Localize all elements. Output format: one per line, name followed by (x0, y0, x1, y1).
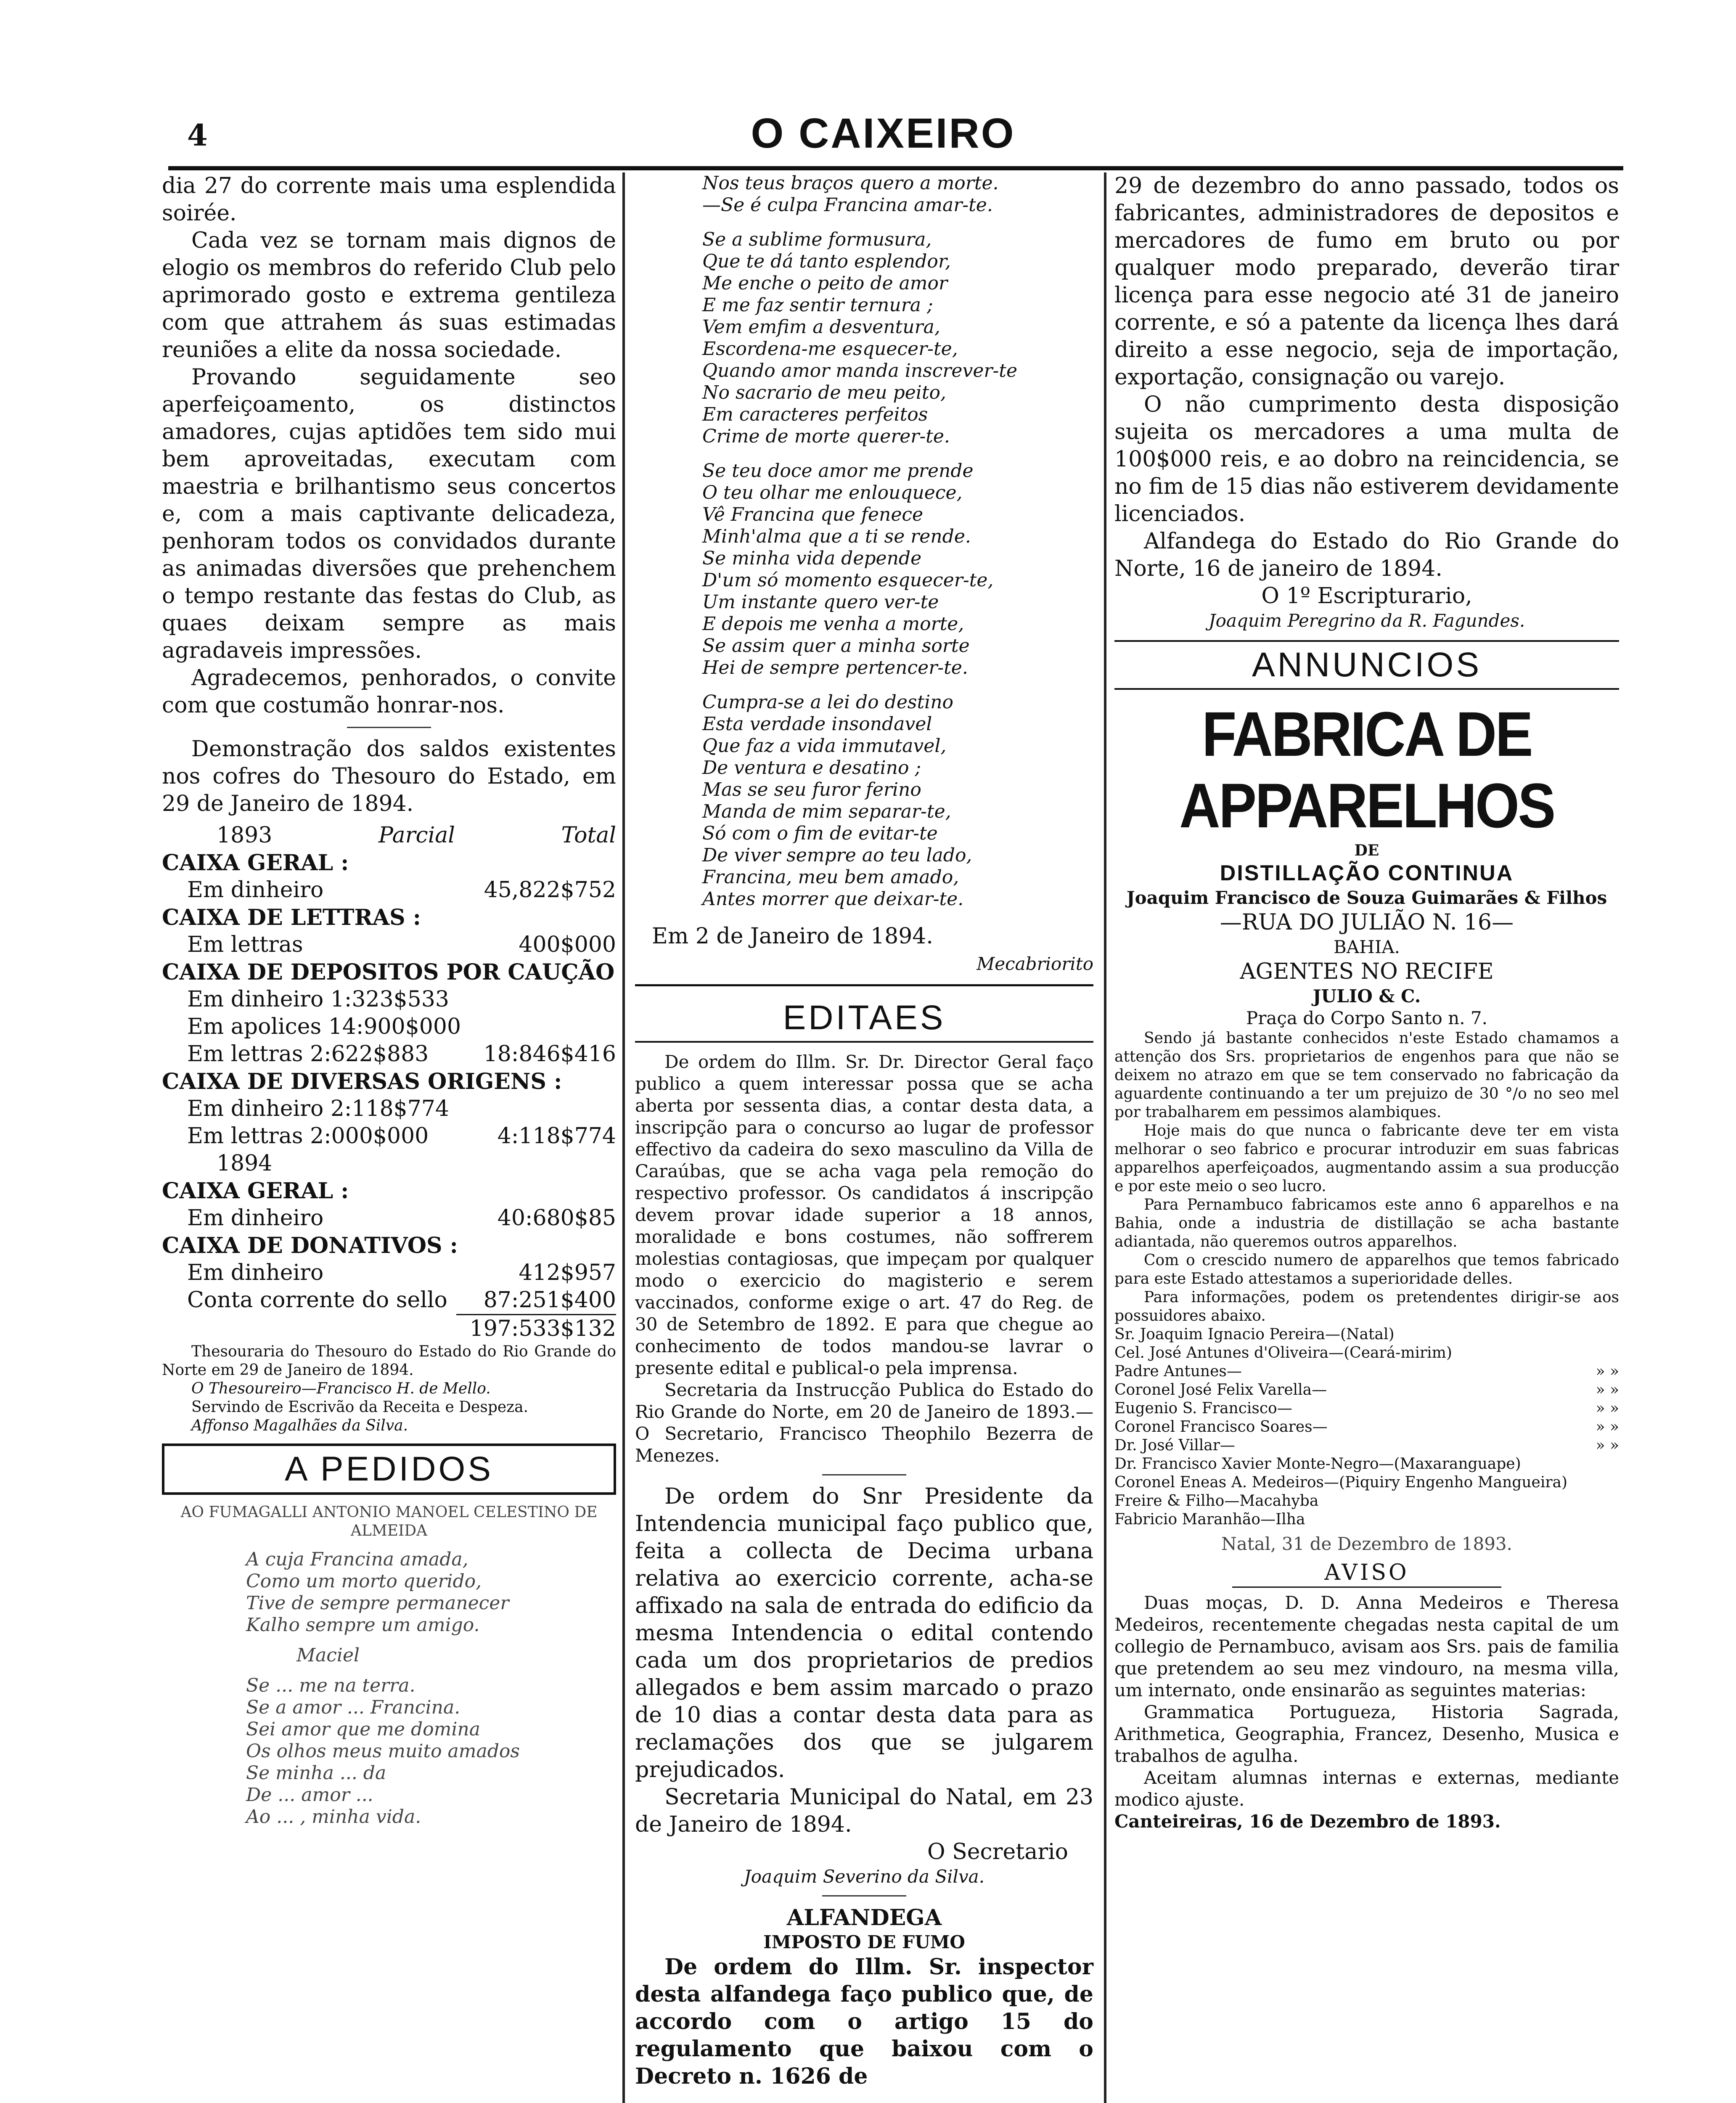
edital-2-name: Joaquim Severino da Silva. (744, 1866, 985, 1887)
column-divider-2 (1104, 172, 1106, 2103)
club-text-4: Agradecemos, penhorados, o convite com que costumão honrar-nos. (162, 665, 616, 718)
demo-parcial: Parcial (378, 823, 455, 848)
poem-line: Se ... me na terra. (246, 1675, 415, 1696)
poem-date: Em 2 de Janeiro de 1894. (652, 924, 933, 949)
owner-row (1114, 1399, 1619, 1418)
poem-stanza (702, 229, 1093, 448)
club-text-3: Provando seguidamente seo aperfeiçoamento, os distinctos amadores, cujas aptidões tem sido mui bem aproveitadas, executam com maestria e brilhantismo seus concertos e, com a mais captivante delicadeza, penhoram todos os convidados durante as animadas diversões que prehenchem o tempo restante das festas do Club, as quaes deixam sempre as mais agradaveis impressões. (162, 365, 616, 663)
apedidos-subtitle: AO FUMAGALLI ANTONIO MANOEL CELESTINO DE ALMEIDA (180, 1504, 598, 1539)
alfandega-text: De ordem do Illm. Sr. inspector desta alfandega faço publico que, de accordo com o artigo 15 do regulamento que baixou com o Decreto n. 1626 de (635, 1954, 1093, 2089)
alfandega-continued: 29 de dezembro do anno passado, todos os fabricantes, administradores de depositos e mercadores de fumo em bruto ou por qualquer modo preparado, deverão tirar licença para esse negocio até 31 de janeiro corrente, e só a patente da licença lhes dará direito a esse negocio, seja de importação, exportação, consignação ou varejo. (1114, 173, 1619, 390)
owner-name: Padre Antunes— (1114, 1363, 1242, 1380)
ledger-label: Em dinheiro (187, 877, 324, 903)
edital-2: De ordem do Snr Presidente da Intendencia municipal faço publico que, feita a collecta de Decima urbana relativa ao exercicio corrente, acha-se affixado na sala de entrada do edificio da mesma Intendencia o edital contendo cada um dos proprietarios de predios allegados e bem assim marcado o prazo de 10 dias a contar desta data para as reclamações dos que se julgarem prejudicados. (635, 1484, 1093, 1783)
agent-address: Praça do Corpo Santo n. 7. (1246, 1008, 1488, 1028)
year-1894: 1894 (217, 1151, 273, 1176)
owner-row (1114, 1381, 1619, 1399)
poem-line: Vê Francina que fenece (702, 504, 924, 525)
poem-line: Como um morto querido, (246, 1571, 482, 1592)
caixa-letras: CAIXA DE LETTRAS : (162, 905, 421, 930)
poem-line: E depois me venha a morte, (702, 613, 964, 635)
editaes-heading: EDITAES (635, 995, 1093, 1043)
owner-name: Eugenio S. Francisco— (1114, 1400, 1292, 1417)
ledger-value: 87:251$400 (483, 1287, 616, 1313)
poem-line: Se a amor ... Francina. (246, 1697, 460, 1718)
owner-ditto: » » (1596, 1418, 1619, 1436)
poem-line: —Se é culpa Francina amar-te. (702, 194, 993, 216)
fabrica-de: DE (1354, 842, 1379, 859)
poem-line: Quando amor manda inscrever-te (702, 360, 1017, 381)
ledger-value: 412$957 (519, 1260, 616, 1285)
ad-paragraph-3: Para Pernambuco fabricamos este anno 6 apparelhos e na Bahia, onde a industria de distillação se acha bastante adiantada, não queremos outros apparelhos. (1114, 1196, 1619, 1250)
caixa-geral-2: CAIXA GERAL : (162, 1178, 349, 1204)
ledger-row (162, 877, 616, 904)
poem-line: Tive de sempre permanecer (246, 1592, 509, 1614)
poem-line: Kalho sempre um amigo. (246, 1614, 480, 1636)
ledger-row (162, 1041, 616, 1068)
edital-1-sign: Secretaria da Instrucção Publica do Estado do Rio Grande do Norte, em 20 de Janeiro de 1893.—O Secretario, Francisco Theophilo Bezerra de Menezes. (635, 1380, 1093, 1466)
club-text-2: Cada vez se tornam mais dignos de elogio os membros do referido Club pelo aprimorado gosto e extrema gentileza com que attrahem ás suas estimadas reuniões a elite da nossa sociedade. (162, 228, 616, 363)
owner-name: Dr. José Villar— (1114, 1437, 1235, 1454)
poem-line: Se teu doce amor me prende (702, 460, 974, 482)
ledger-label: Em lettras 2:000$000 (187, 1123, 429, 1149)
poem-line: De ventura e desatino ; (702, 757, 921, 779)
owner-name: Cel. José Antunes d'Oliveira—(Ceará-mirim) (1114, 1344, 1452, 1361)
demo-header (162, 818, 616, 849)
ledger-row (162, 1205, 616, 1232)
aviso-text-2: Aceitam alumnas internas e externas, mediante modico ajuste. (1114, 1767, 1619, 1810)
poem-line: Se a sublime formusura, (702, 229, 932, 250)
ad-paragraph-5: Para informações, podem os pretendentes dirigir-se aos possuidores abaixo. (1114, 1289, 1619, 1324)
ledger-label: Conta corrente do sello (187, 1287, 447, 1313)
ledger-row (162, 931, 616, 959)
poem-line: Um instante quero ver-te (702, 591, 939, 613)
column-1 (162, 172, 616, 1828)
poem-stanza (702, 172, 1093, 216)
ledger-value: 18:846$416 (483, 1041, 616, 1067)
ledger-row (162, 1123, 616, 1150)
poem-line: Se minha ... da (246, 1762, 386, 1784)
poem-stanza (702, 460, 1093, 679)
poem-line: No sacrario de meu peito, (702, 382, 946, 403)
imposto-heading: IMPOSTO DE FUMO (763, 1932, 965, 1952)
alfandega-role: O 1º Escripturario, (1261, 583, 1472, 609)
poem-line: Mas se seu furor ferino (702, 779, 921, 800)
owner-ditto: » » (1596, 1363, 1619, 1380)
owner-row (1114, 1418, 1619, 1436)
owner-row (1114, 1436, 1619, 1455)
caixa-geral: CAIXA GERAL : (162, 850, 349, 876)
poem-line: Se minha vida depende (702, 548, 922, 569)
ledger-total: 197:533$132 (456, 1314, 616, 1343)
aviso-materias: Grammatica Portugueza, Historia Sagrada, Arithmetica, Geographia, Francez, Desenho, Musica e trabalhos de agulha. (1114, 1702, 1619, 1766)
poem-line: A cuja Francina amada, (246, 1549, 468, 1570)
poem-line: Antes morrer que deixar-te. (702, 888, 964, 910)
separator (822, 1474, 906, 1475)
owner-name: Sr. Joaquim Ignacio Pereira—(Natal) (1114, 1326, 1395, 1343)
poem-line: Me enche o peito de amor (702, 273, 948, 294)
poem-line: Nos teus braços quero a morte. (702, 172, 999, 194)
separator (347, 727, 431, 728)
caixa-depositos: CAIXA DE DEPOSITOS POR CAUÇÃO (162, 959, 615, 985)
poem-line: Vem emfim a desventura, (702, 316, 940, 338)
caixa-donativos: CAIXA DE DONATIVOS : (162, 1233, 458, 1258)
owner-name: Freire & Filho—Macahyba (1114, 1492, 1319, 1510)
ad-paragraph-1: Sendo já bastante conhecidos n'este Estado chamamos a attenção dos Srs. proprietarios de engenhos para que não se deixem no atrazo em que se tem conservado no fabricação da aguardente continuando a ter um prejuizo de 30 °/o no seo mel por trabalharem em pessimos alambiques. (1114, 1030, 1619, 1121)
ledger-row (162, 1287, 616, 1314)
owner-row (1114, 1325, 1619, 1344)
poem-line: Só com o fim de evitar-te (702, 823, 938, 844)
alfandega-sign: Joaquim Peregrino da R. Fagundes. (1208, 610, 1525, 631)
newspaper-title: O CAIXEIRO (751, 110, 1016, 157)
signature-2: Servindo de Escrivão da Receita e Despeza. (191, 1398, 529, 1416)
aviso-date: Canteireiras, 16 de Dezembro de 1893. (1114, 1811, 1501, 1832)
owner-row (1114, 1473, 1619, 1492)
ledger-label: Em lettras (187, 932, 303, 957)
owner-row (1114, 1344, 1619, 1362)
poem-line: D'um só momento esquecer-te, (702, 569, 994, 591)
ledger-label: Em dinheiro (187, 1260, 324, 1285)
poem-line: De ... amor ... (246, 1784, 373, 1806)
ad-date: Natal, 31 de Dezembro de 1893. (1221, 1534, 1512, 1554)
owner-row (1114, 1510, 1619, 1529)
aviso-heading: AVISO (1232, 1559, 1501, 1588)
ad-paragraph-4: Com o crescido numero de apparelhos que temos fabricado para este Estado attestamos a superioridade delles. (1114, 1252, 1619, 1287)
ledger-value: 4:118$774 (497, 1123, 616, 1149)
owner-row (1114, 1362, 1619, 1381)
agent-name: JULIO & C. (1313, 986, 1421, 1006)
page-number: 4 (187, 118, 208, 153)
poem-line: Esta verdade insondavel (702, 713, 932, 735)
ledger-row: Em dinheiro 1:323$533 (187, 987, 449, 1012)
owner-name: Coronel José Felix Varella— (1114, 1381, 1327, 1398)
header-rule (168, 166, 1623, 170)
signature-3: Affonso Magalhães da Silva. (191, 1417, 408, 1434)
owner-row (1114, 1455, 1619, 1473)
separator (822, 1895, 906, 1896)
poem-line: Cumpra-se a lei do destino (702, 691, 954, 713)
alfandega-penalty: O não cumprimento desta disposição sujeita os mercadores a uma multa de 100$000 reis, e ao dobro na reincidencia, se no fim de 15 dias não estiverem devidamente licenciados. (1114, 392, 1619, 527)
masthead (0, 101, 1736, 160)
edital-1: De ordem do Illm. Sr. Dr. Director Geral faço publico a quem interessar possa que se acha aberta por sessenta dias, a contar desta data, a inscripção para o concurso ao lugar de professor effectivo da cadeira do sexo masculino da Villa de Caraúbas, que se acha vaga pela remoção do respectivo professor. Os candidatos á inscripção devem provar idade superior a 18 annos, moralidade e bons costumes, não soffrerem molestias contagiosas, que impeçam por qualquer modo o exercicio do magisterio e serem vaccinados, conforme exige o art. 47 do Reg. de 30 de Setembro de 1892. E para que chegue ao conhecimento de todos mandou-se lavrar o presente edital e publical-o pela imprensa. (635, 1052, 1093, 1378)
signature-1: O Thesoureiro—Francisco H. de Mello. (191, 1380, 491, 1397)
ledger-row: Em apolices 14:900$000 (187, 1014, 461, 1039)
ledger-row (162, 1259, 616, 1287)
poem-line: Que faz a vida immutavel, (702, 735, 947, 757)
poem-line: O teu olhar me enlouquece, (702, 482, 963, 503)
demonstration-title: Demonstração dos saldos existentes nos cofres do Thesouro do Estado, em 29 de Janeiro de 1894. (162, 736, 616, 816)
ledger-label: Em lettras 2:622$883 (187, 1041, 429, 1067)
annuncios-heading: ANNUNCIOS (1114, 640, 1619, 690)
firm-city: BAHIA. (1333, 937, 1400, 957)
poem-stanza (702, 691, 1093, 910)
poem-line: Que te dá tanto esplendor, (702, 251, 951, 272)
poem-line: Sei amor que me domina (246, 1719, 481, 1740)
owners-list (1114, 1325, 1619, 1529)
caixa-diversas: CAIXA DE DIVERSAS ORIGENS : (162, 1069, 562, 1094)
ledger-value: 400$000 (519, 932, 616, 957)
firm-name: Joaquim Francisco de Souza Guimarães & Filhos (1126, 887, 1607, 908)
poem-line: Os olhos meus muito amados (246, 1740, 520, 1762)
owner-name: Coronel Eneas A. Medeiros—(Piquiry Engenho Mangueira) (1114, 1474, 1568, 1491)
thesouraria-note: Thesouraria do Thesouro do Estado do Rio Grande do Norte em 29 de Janeiro de 1894. (162, 1343, 616, 1379)
ad-paragraph-2: Hoje mais do que nunca o fabricante deve ter em vista melhorar o seo fabrico e procurar introduzir em suas fabricas apparelhos aperfeiçoados, augmentando assim a sua producção e por este meio o seo lucro. (1114, 1122, 1619, 1195)
demo-total: Total (561, 823, 616, 848)
faded-poem (162, 1549, 616, 1828)
edital-2-role: O Secretario (927, 1839, 1068, 1865)
alfandega-heading: ALFANDEGA (786, 1905, 942, 1931)
column-divider-1 (622, 172, 625, 2103)
poem-line: Hei de sempre pertencer-te. (702, 657, 968, 678)
poem-signature: Mecabriorito (977, 954, 1093, 974)
owner-name: Dr. Francisco Xavier Monte-Negro—(Maxaranguape) (1114, 1455, 1521, 1473)
apedidos-heading: A PEDIDOS (162, 1443, 616, 1495)
owner-row (1114, 1492, 1619, 1510)
poem-title: Maciel (296, 1645, 360, 1666)
poem-line: Crime de morte querer-te. (702, 426, 950, 447)
owner-name: Coronel Francisco Soares— (1114, 1418, 1328, 1436)
poem-line: De viver sempre ao teu lado, (702, 845, 972, 866)
column-3 (1114, 172, 1619, 1833)
club-text-1: dia 27 do corrente mais uma esplendida soirée. (162, 173, 616, 226)
ledger-row: Em dinheiro 2:118$774 (187, 1096, 449, 1121)
column-2 (635, 172, 1093, 2090)
owner-ditto: » » (1596, 1400, 1619, 1417)
fabrica-heading: FABRICA DE APPARELHOS (1179, 699, 1554, 841)
poem-line: Francina, meu bem amado, (702, 866, 959, 888)
aviso-text: Duas moças, D. D. Anna Medeiros e Theresa Medeiros, recentemente chegadas nesta capital de um collegio de Pernambuco, avisam aos Srs. pais de familia que pretendem ao seu mez vindouro, na mesma villa, um internato, onde ensinarão as seguintes materias: (1114, 1592, 1619, 1700)
poem-line: Se assim quer a minha sorte (702, 635, 970, 657)
poem-line: Em caracteres perfeitos (702, 404, 928, 425)
poem (635, 172, 1093, 910)
demo-year: 1893 (217, 823, 273, 848)
edital-2-sign: Secretaria Municipal do Natal, em 23 de Janeiro de 1894. (635, 1785, 1093, 1837)
ledger-value: 40:680$85 (497, 1205, 616, 1231)
alfandega-place: Alfandega do Estado do Rio Grande do Norte, 16 de janeiro de 1894. (1114, 529, 1619, 581)
poem-line: Minh'alma que a ti se rende. (702, 526, 971, 547)
owner-name: Fabricio Maranhão—Ilha (1114, 1511, 1305, 1528)
agents-heading: AGENTES NO RECIFE (1240, 959, 1494, 984)
poem-line: E me faz sentir ternura ; (702, 294, 933, 316)
poem-line: Escordena-me esquecer-te, (702, 338, 958, 360)
ledger-label: Em dinheiro (187, 1205, 324, 1231)
poem-line: Ao ... , minha vida. (246, 1806, 421, 1828)
ledger-value: 45,822$752 (484, 877, 616, 903)
firm-address: —RUA DO JULIÃO N. 16— (1220, 910, 1514, 935)
owner-ditto: » » (1596, 1381, 1619, 1398)
owner-ditto: » » (1596, 1437, 1619, 1454)
poem-line: Manda de mim separar-te, (702, 801, 951, 822)
distillacao-heading: DISTILLAÇÃO CONTINUA (1220, 861, 1514, 885)
